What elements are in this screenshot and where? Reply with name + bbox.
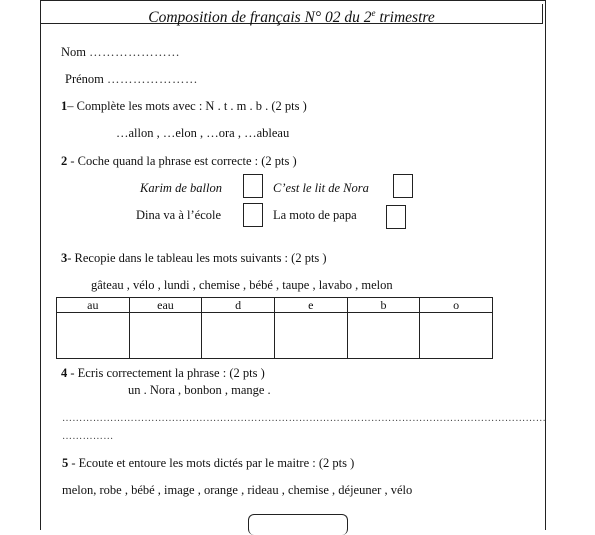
column-header: o xyxy=(420,298,493,313)
checkbox-sentence-3[interactable] xyxy=(243,203,263,227)
question-3 xyxy=(61,251,327,266)
sentence-4: La moto de papa xyxy=(273,208,357,222)
title-end: trimestre xyxy=(375,9,435,27)
title-text: Composition de français N° 02 du 2 xyxy=(148,9,372,27)
question-4 xyxy=(61,366,265,381)
nom-dots: ………………… xyxy=(89,45,181,59)
question-4-text: - Ecris correctement la phrase : (2 pts ) xyxy=(67,366,265,380)
question-3-words: gâteau , vélo , lundi , chemise , bébé , taupe , lavabo , melon xyxy=(91,278,393,292)
checkbox-sentence-4[interactable] xyxy=(386,205,406,229)
question-1 xyxy=(61,99,307,114)
title-superscript: e xyxy=(371,8,376,18)
prenom-dots: ………………… xyxy=(107,72,199,86)
question-1-words: …allon , …elon , …ora , …ableau xyxy=(116,126,290,140)
answer-line-2: …………… xyxy=(62,431,114,442)
answer-cell[interactable] xyxy=(274,313,347,359)
answer-cell[interactable] xyxy=(57,313,130,359)
question-4-phrase: un . Nora , bonbon , mange . xyxy=(128,383,271,397)
question-3-number: 3 xyxy=(61,251,68,265)
prenom-field xyxy=(65,72,198,87)
sentence-2: C’est le lit de Nora xyxy=(273,181,369,195)
table-answer-row xyxy=(57,313,493,359)
sentence-3: Dina va à l’école xyxy=(136,208,222,222)
question-5-number: 5 xyxy=(62,456,69,470)
table-header-row xyxy=(57,298,493,313)
question-1-text: – Complète les mots avec : N . t . m . b . (2 pts ) xyxy=(67,99,307,113)
answer-cell[interactable] xyxy=(202,313,275,359)
sorting-table xyxy=(56,297,493,359)
question-2 xyxy=(61,154,297,169)
answer-cell[interactable] xyxy=(129,313,202,359)
page-title xyxy=(40,4,543,27)
column-header: d xyxy=(202,298,275,313)
nom-label: Nom xyxy=(61,45,86,59)
column-header: b xyxy=(347,298,420,313)
answer-cell[interactable] xyxy=(347,313,420,359)
checkbox-sentence-1[interactable] xyxy=(243,174,263,198)
prenom-label: Prénom xyxy=(65,72,104,86)
answer-cell[interactable] xyxy=(420,313,493,359)
answer-line-1: …………………………………………………………………………………………………………………………… xyxy=(62,413,547,424)
column-header: eau xyxy=(129,298,202,313)
question-5-words: melon, robe , bébé , image , orange , rideau , chemise , déjeuner , vélo xyxy=(62,483,413,497)
question-3-text: - Recopie dans le tableau les mots suivants : (2 pts ) xyxy=(67,251,327,265)
sentence-1: Karim de ballon xyxy=(140,181,222,195)
question-2-text: - Coche quand la phrase est correcte : (2 pts ) xyxy=(67,154,297,168)
column-header: e xyxy=(274,298,347,313)
question-4-number: 4 xyxy=(61,366,68,380)
question-5-text: - Ecoute et entoure les mots dictés par le maitre : (2 pts ) xyxy=(68,456,355,470)
question-1-number: 1 xyxy=(61,99,68,113)
checkbox-sentence-2[interactable] xyxy=(393,174,413,198)
question-5 xyxy=(62,456,354,471)
column-header: au xyxy=(57,298,130,313)
nom-field xyxy=(61,45,180,60)
question-2-number: 2 xyxy=(61,154,68,168)
